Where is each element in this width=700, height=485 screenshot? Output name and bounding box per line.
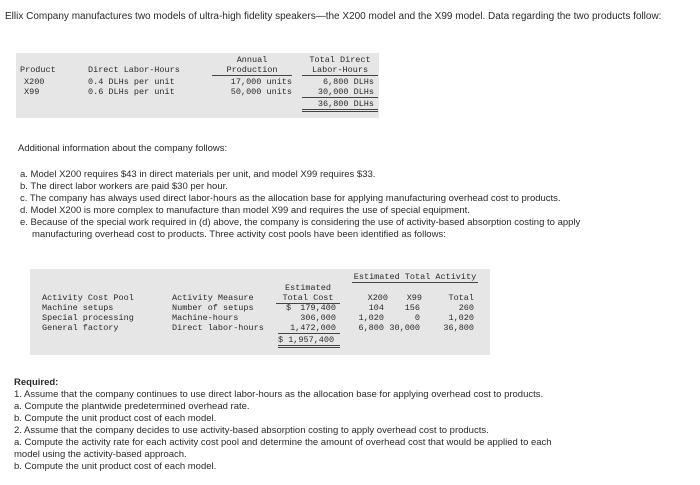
header-total-dlh-1: Total Direct — [309, 55, 371, 65]
table1-grand-total: 36,800 DLHs — [302, 99, 378, 112]
row-general-factory-x99: 30,000 — [389, 323, 420, 333]
row-x200-product: X200 — [24, 77, 45, 87]
row-special-processing-x99: 0 — [414, 313, 420, 323]
header-product: Product — [20, 65, 56, 75]
row-x99-production: 50,000 units — [230, 87, 292, 97]
required-heading: Required: — [14, 377, 59, 388]
additional-item-c: c. The company has always used direct labor-hours as the allocation base for applying manufacturing overhead cost to products. — [20, 193, 561, 204]
intro-text: Ellix Company manufactures two models of ultra-high fidelity speakers—the X200 model and the X99 model. Data regarding the two products follow: — [5, 11, 662, 22]
row-special-processing-cost: 306,000 — [300, 313, 336, 323]
additional-item-b: b. The direct labor workers are paid $30 per hour. — [20, 181, 228, 192]
required-item-2: 2. Assume that the company decides to use activity-based absorption costing to apply overhead cost to products. — [14, 425, 489, 436]
additional-heading: Additional information about the company follows: — [18, 143, 228, 154]
required-item-1a: a. Compute the plantwide predetermined overhead rate. — [14, 401, 250, 412]
estimated-total-activity-header: Estimated Total Activity — [353, 272, 477, 282]
row-special-processing-x200: 1,020 — [358, 313, 384, 323]
row-general-factory-x200: 6,800 — [358, 323, 384, 333]
header-activity-cost-pool: Activity Cost Pool — [42, 293, 134, 303]
header-total-cost: Total Cost — [276, 293, 340, 304]
additional-item-e-cont: manufacturing overhead cost to products. Three activity cost pools have been identified as follows: — [32, 229, 446, 240]
header-estimated: Estimated — [285, 283, 331, 293]
product-data-table — [16, 53, 379, 118]
row-special-processing-measure: Machine-hours — [172, 313, 239, 323]
activity-cost-pool-table — [30, 269, 490, 355]
required-item-1: 1. Assume that the company continues to use direct labor-hours as the allocation base for applying overhead cost to products. — [14, 389, 544, 400]
row-machine-setups-x200: 104 — [368, 303, 384, 313]
header-x200: X200 — [367, 293, 388, 303]
header-dlh-per-unit: Direct Labor-Hours — [88, 65, 180, 75]
additional-item-d: d. Model X200 is more complex to manufacture than model X99 and requires the use of special equipment. — [20, 205, 470, 216]
row-general-factory-cost: 1,472,000 — [278, 323, 340, 334]
table2-grand-total: $ 1,957,400 — [278, 335, 340, 348]
header-total: Total — [448, 293, 474, 303]
required-item-2a-cont: model using the activity-based approach. — [14, 449, 187, 460]
row-machine-setups-cost: 179,400 — [300, 303, 336, 313]
required-item-1b: b. Compute the unit product cost of each model. — [14, 413, 217, 424]
row-machine-setups-measure: Number of setups — [172, 303, 254, 313]
row-x200-dlh: 0.4 DLHs per unit — [88, 77, 175, 87]
header-activity-measure: Activity Measure — [172, 293, 254, 303]
additional-item-a: a. Model X200 requires $43 in direct materials per unit, and model X99 requires $33. — [20, 169, 376, 180]
row-machine-setups-x99: 156 — [404, 303, 420, 313]
row-general-factory-measure: Direct labor-hours — [172, 323, 264, 333]
row-x200-production: 17,000 units — [230, 77, 292, 87]
row-x99-total: 30,000 DLHs — [302, 87, 378, 98]
required-item-2b: b. Compute the unit product cost of each model. — [14, 461, 217, 472]
header-annual: Annual — [236, 55, 268, 65]
row-machine-setups-dollar: $ — [286, 303, 292, 313]
row-x99-product: X99 — [24, 87, 40, 97]
row-special-processing-pool: Special processing — [42, 313, 134, 323]
header-x99: X99 — [406, 293, 422, 303]
row-special-processing-total: 1,020 — [448, 313, 474, 323]
header-total-dlh-2: Labor-Hours — [302, 65, 378, 76]
row-x99-dlh: 0.6 DLHs per unit — [88, 87, 175, 97]
row-machine-setups-pool: Machine setups — [42, 303, 114, 313]
required-item-2a: a. Compute the activity rate for each activity cost pool and determine the amount of overhead cost that would be applied to each — [14, 437, 552, 448]
additional-item-e: e. Because of the special work required in (d) above, the company is considering the use of activity-based absorption costing to apply — [20, 217, 581, 228]
header-production: Production — [212, 65, 292, 76]
row-machine-setups-total: 260 — [458, 303, 474, 313]
row-x200-total: 6,800 DLHs — [322, 77, 374, 87]
row-general-factory-total: 36,800 — [443, 323, 474, 333]
row-general-factory-pool: General factory — [42, 323, 119, 333]
